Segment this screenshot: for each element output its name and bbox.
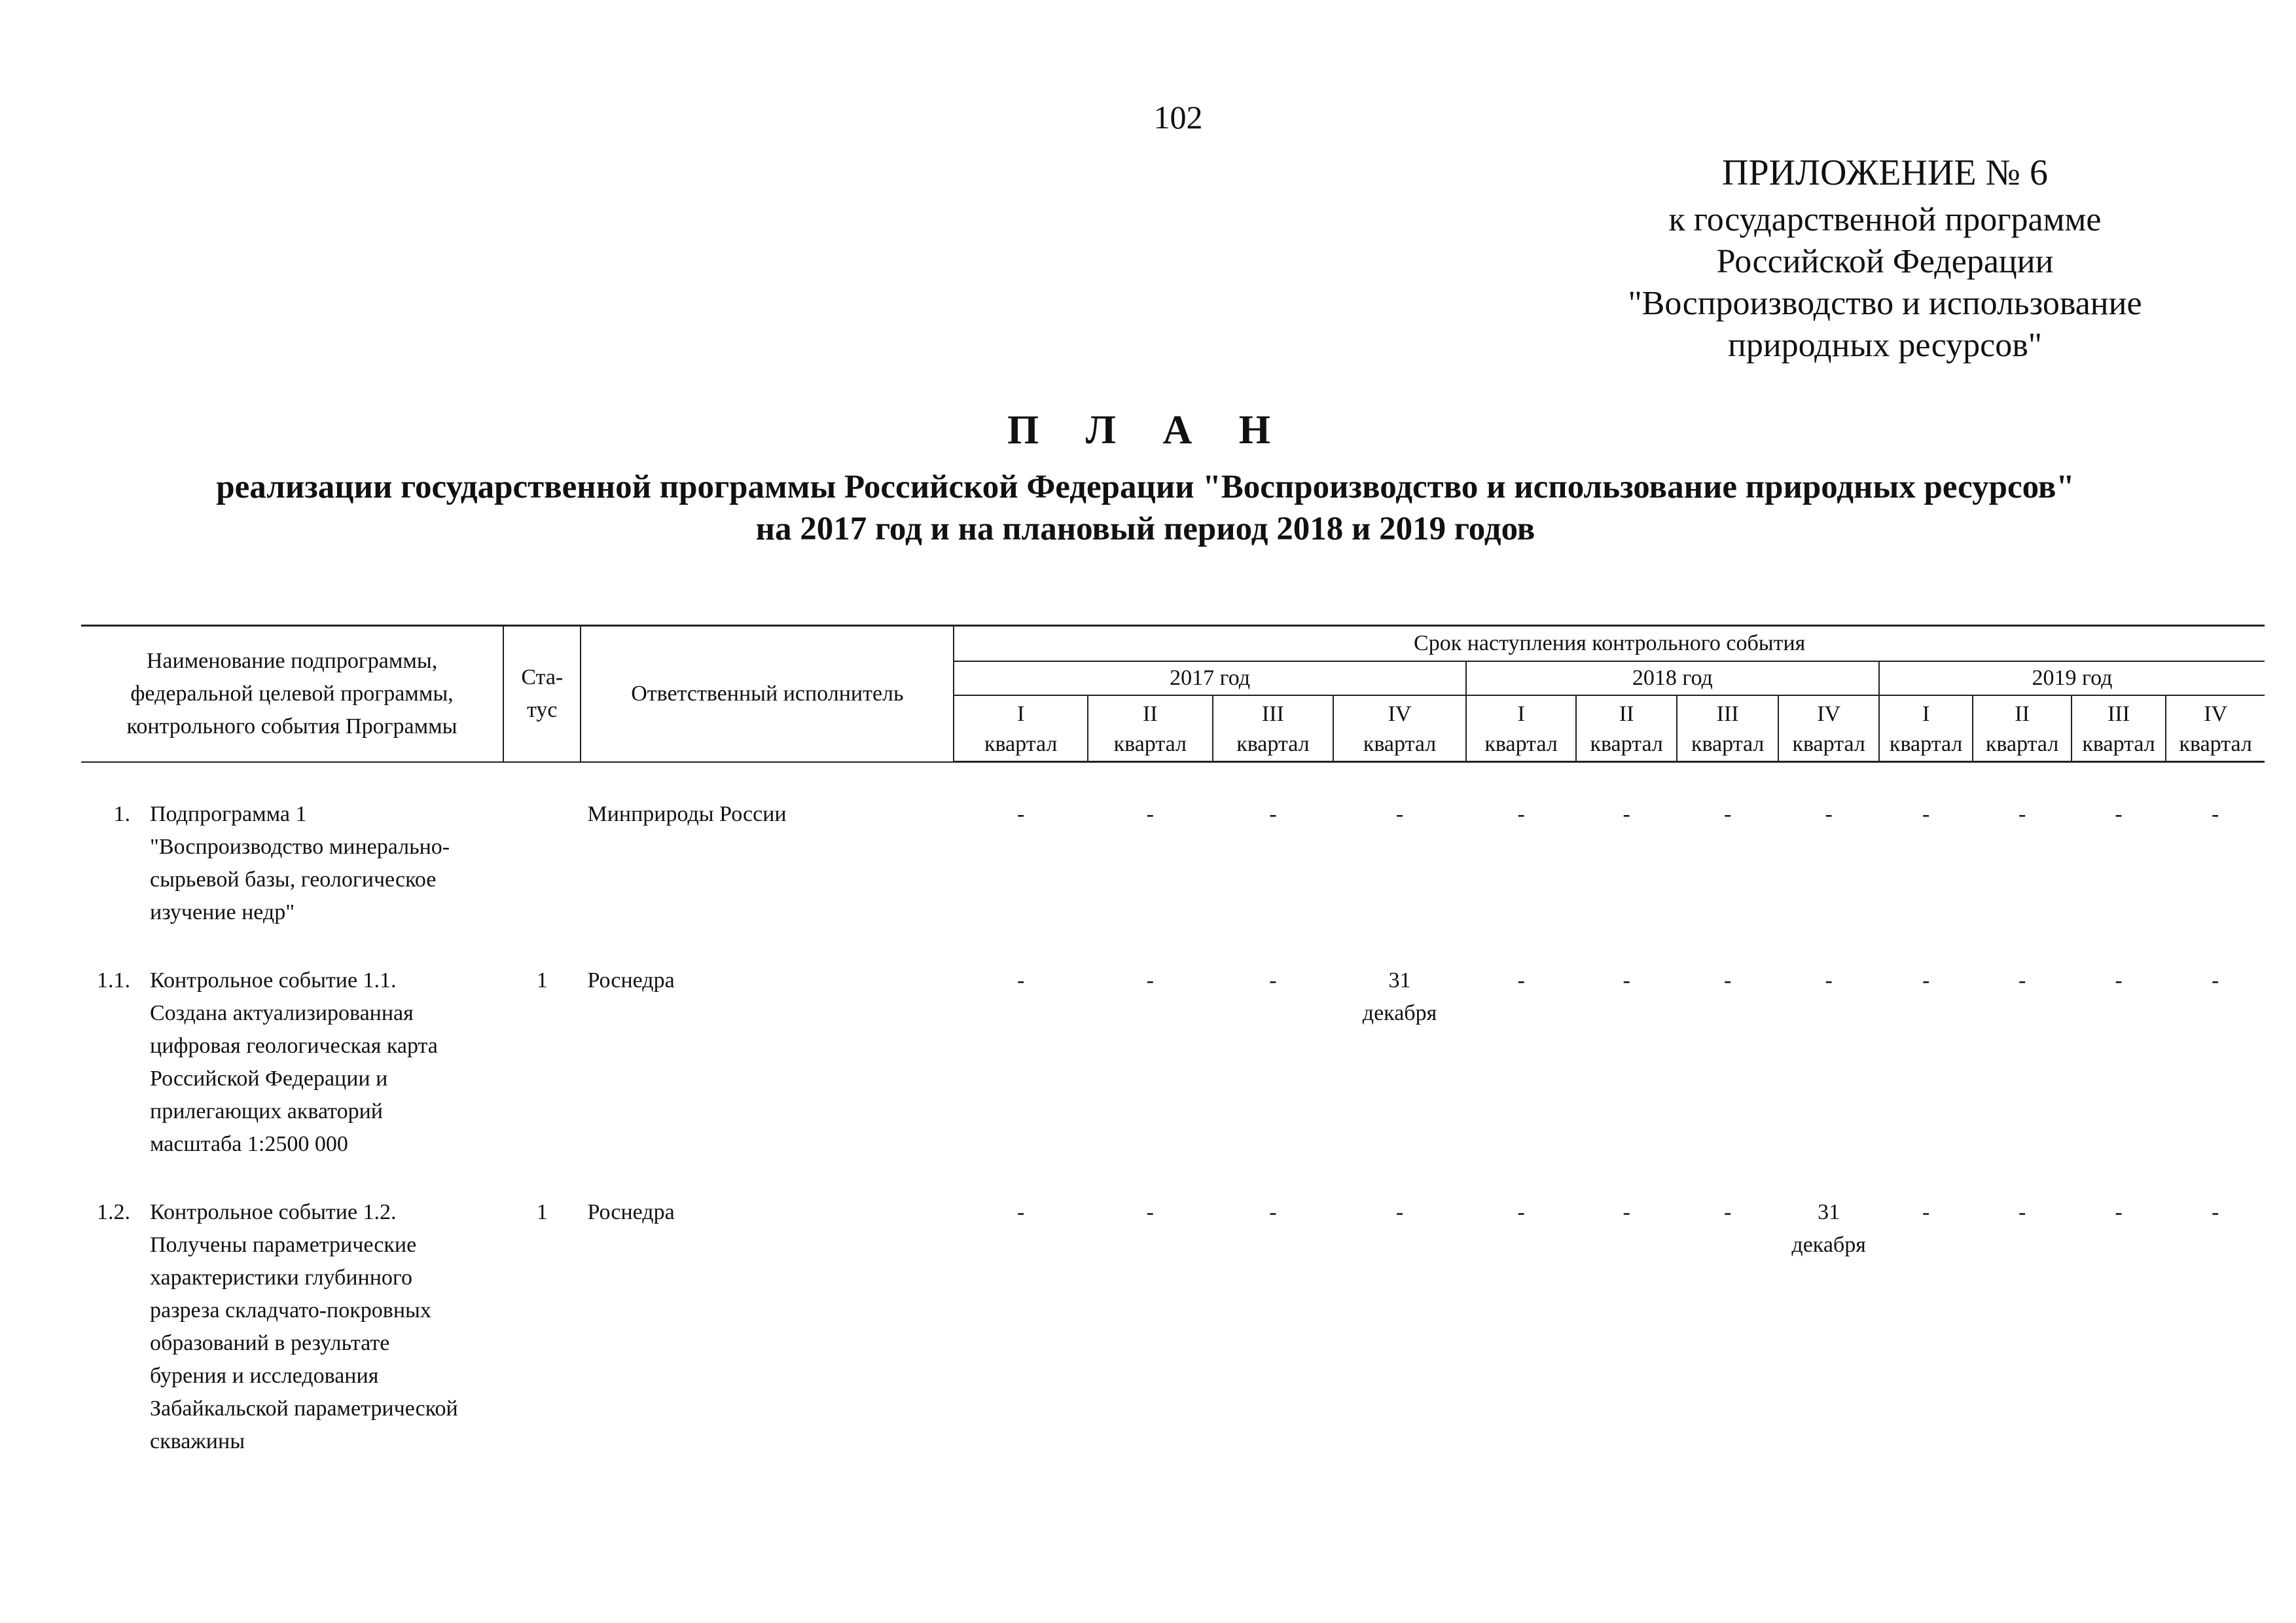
row-quarter-value: 31 декабря — [1362, 968, 1437, 1025]
header-quarter: III квартал — [2072, 695, 2166, 762]
appendix-title: ПРИЛОЖЕНИЕ № 6 — [1722, 153, 2048, 193]
header-quarter: II квартал — [1088, 695, 1213, 762]
row-quarter-value: - — [1395, 802, 1404, 826]
appendix-block — [1558, 152, 2212, 367]
row-quarter-value: - — [1723, 802, 1732, 826]
row-quarter-value: - — [1269, 802, 1277, 826]
header-quarter: I квартал — [1879, 695, 1973, 762]
row-executor: Роснедра — [587, 1199, 675, 1224]
row-name: Контрольное событие 1.2. Получены параметрические характеристики глубинного разреза складчато-покровных образований в результате бурения и исследования Забайкальской параметрической скважины — [150, 1199, 458, 1453]
table-header — [81, 626, 2265, 762]
row-quarter-value: - — [2115, 802, 2123, 826]
row-quarter-value: - — [1825, 802, 1833, 826]
appendix-line-3: "Воспроизводство и использование — [1628, 285, 2142, 322]
header-quarter: I квартал — [954, 695, 1088, 762]
row-quarter-value: - — [1623, 968, 1630, 993]
table-body — [81, 762, 2265, 1458]
appendix-line-2: Российской Федерации — [1716, 243, 2054, 280]
row-number: 1.2. — [97, 1199, 130, 1224]
row-quarter-value: - — [1922, 802, 1930, 826]
row-quarter-value: - — [2018, 1199, 2026, 1224]
plan-table — [81, 625, 2265, 1458]
header-year-2017: 2017 год — [954, 661, 1466, 695]
row-quarter-value: - — [2018, 802, 2026, 826]
row-status — [503, 762, 581, 929]
row-quarter-value: - — [1395, 1199, 1404, 1224]
table-row — [81, 762, 2265, 929]
table-row — [81, 1161, 2265, 1458]
row-quarter-value: - — [1269, 968, 1277, 993]
header-quarter: IV квартал — [1333, 695, 1466, 762]
row-executor: Роснедра — [587, 968, 675, 993]
header-year-2019: 2019 год — [1879, 661, 2265, 695]
header-executor: Ответственный исполнитель — [581, 626, 954, 762]
header-quarter: IV квартал — [2166, 695, 2265, 762]
row-quarter-value: - — [1922, 1199, 1930, 1224]
row-quarter-value: - — [1623, 1199, 1630, 1224]
row-name-cell — [81, 1161, 503, 1458]
row-quarter-value: - — [1016, 1199, 1025, 1224]
header-quarter: II квартал — [1973, 695, 2071, 762]
row-number: 1. — [113, 801, 130, 826]
header-quarter: III квартал — [1213, 695, 1334, 762]
page-number: 102 — [1153, 99, 1203, 136]
row-quarter-value: - — [1723, 1199, 1732, 1224]
row-name-cell — [81, 929, 503, 1161]
plan-subtitle — [65, 466, 2225, 550]
row-quarter-value: - — [2211, 968, 2219, 993]
row-executor: Минприроды России — [587, 801, 787, 826]
header-quarter: III квартал — [1677, 695, 1779, 762]
row-quarter-value: - — [1517, 802, 1525, 826]
appendix-line-4: природных ресурсов" — [1727, 327, 2042, 364]
table-row — [81, 929, 2265, 1161]
row-quarter-value: - — [1269, 1199, 1277, 1224]
plan-title: П Л А Н — [1007, 408, 1289, 452]
row-quarter-value: - — [2018, 968, 2026, 993]
header-quarter: IV квартал — [1778, 695, 1879, 762]
header-name: Наименование подпрограммы, федеральной целевой программы, контрольного события Программы — [81, 626, 503, 762]
appendix-line-1: к государственной программе — [1668, 201, 2102, 238]
header-quarter: II квартал — [1576, 695, 1677, 762]
plan-subtitle-line-1: реализации государственной программы Российской Федерации "Воспроизводство и использование природных ресурсов" — [216, 469, 2075, 505]
row-quarter-value: - — [1517, 1199, 1525, 1224]
row-quarter-value: 31 декабря — [1791, 1199, 1866, 1257]
row-status: 1 — [536, 1199, 548, 1224]
row-name: Контрольное событие 1.1. Создана актуализированная цифровая геологическая карта Российской Федерации и прилегающих акваторий масштаба 1:2500 000 — [150, 968, 438, 1156]
row-quarter-value: - — [1723, 968, 1732, 993]
row-name-cell — [81, 762, 503, 929]
header-year-2018: 2018 год — [1466, 661, 1879, 695]
row-name: Подпрограмма 1 "Воспроизводство минерально- сырьевой базы, геологическое изучение недр" — [150, 801, 450, 924]
row-quarter-value: - — [1146, 968, 1154, 993]
row-quarter-value: - — [1016, 968, 1025, 993]
row-quarter-value: - — [2211, 802, 2219, 826]
row-number: 1.1. — [97, 968, 130, 993]
row-quarter-value: - — [1623, 802, 1630, 826]
row-quarter-value: - — [2115, 1199, 2123, 1224]
row-quarter-value: - — [1825, 968, 1833, 993]
header-quarter: I квартал — [1466, 695, 1577, 762]
row-quarter-value: - — [1146, 1199, 1154, 1224]
header-deadline: Срок наступления контрольного события — [954, 626, 2265, 661]
row-quarter-value: - — [1517, 968, 1525, 993]
plan-subtitle-line-2: на 2017 год и на плановый период 2018 и 2019 годов — [755, 511, 1535, 547]
row-quarter-value: - — [1016, 802, 1025, 826]
header-status: Ста- тус — [503, 626, 581, 762]
row-quarter-value: - — [1922, 968, 1930, 993]
row-quarter-value: - — [1146, 802, 1154, 826]
row-quarter-value: - — [2211, 1199, 2219, 1224]
row-status: 1 — [536, 968, 548, 993]
row-quarter-value: - — [2115, 968, 2123, 993]
